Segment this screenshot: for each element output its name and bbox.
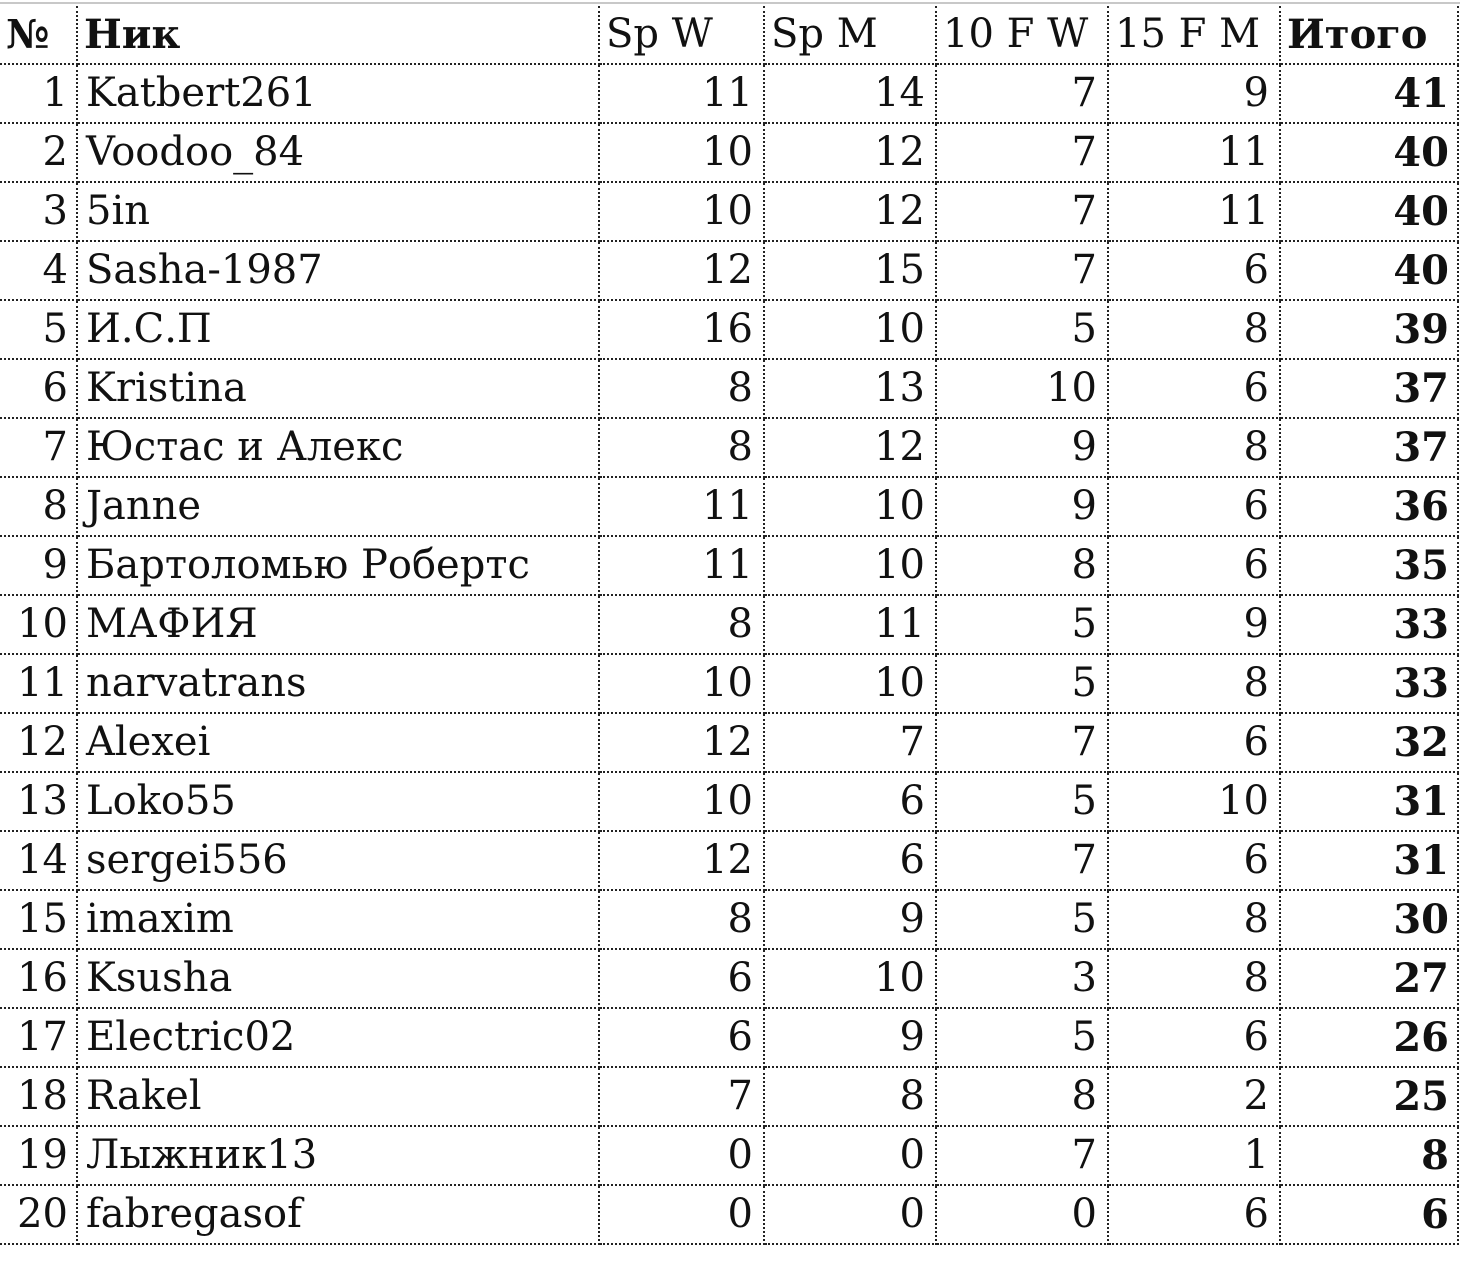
cell-total: 33	[1280, 595, 1458, 654]
cell-number: 18	[0, 1067, 77, 1126]
cell-sp-w: 10	[599, 772, 764, 831]
cell-sp-m: 10	[764, 654, 936, 713]
cell-number: 20	[0, 1185, 77, 1244]
table-row	[0, 123, 1458, 182]
table-row	[0, 64, 1458, 123]
cell-sp-w: 8	[599, 890, 764, 949]
table-row	[0, 1008, 1458, 1067]
cell-nick: Лыжник13	[77, 1126, 599, 1185]
cell-number: 19	[0, 1126, 77, 1185]
cell-number: 7	[0, 418, 77, 477]
cell-nick: fabregasof	[77, 1185, 599, 1244]
cell-number: 13	[0, 772, 77, 831]
cell-15-f-m: 9	[1108, 64, 1280, 123]
cell-sp-m: 9	[764, 890, 936, 949]
table-row	[0, 359, 1458, 418]
cell-number: 8	[0, 477, 77, 536]
cell-sp-w: 6	[599, 1008, 764, 1067]
cell-nick: Бартоломью Робертс	[77, 536, 599, 595]
cell-10-f-w: 0	[936, 1185, 1108, 1244]
cell-10-f-w: 9	[936, 477, 1108, 536]
cell-10-f-w: 3	[936, 949, 1108, 1008]
cell-sp-m: 6	[764, 772, 936, 831]
header-10-f-w: 10 F W	[936, 6, 1108, 64]
cell-15-f-m: 6	[1108, 1185, 1280, 1244]
standings-body	[0, 64, 1458, 1244]
cell-sp-w: 11	[599, 477, 764, 536]
cell-nick: narvatrans	[77, 654, 599, 713]
table-row	[0, 418, 1458, 477]
cell-10-f-w: 5	[936, 890, 1108, 949]
cell-sp-m: 0	[764, 1126, 936, 1185]
table-row	[0, 1126, 1458, 1185]
cell-total: 40	[1280, 241, 1458, 300]
header-sp-m: Sp M	[764, 6, 936, 64]
cell-sp-w: 12	[599, 713, 764, 772]
cell-number: 5	[0, 300, 77, 359]
cell-15-f-m: 6	[1108, 359, 1280, 418]
cell-sp-w: 8	[599, 595, 764, 654]
cell-sp-w: 11	[599, 536, 764, 595]
cell-nick: Katbert261	[77, 64, 599, 123]
cell-sp-w: 11	[599, 64, 764, 123]
cell-total: 33	[1280, 654, 1458, 713]
cell-nick: Юстас и Алекс	[77, 418, 599, 477]
cell-nick: Sasha-1987	[77, 241, 599, 300]
cell-15-f-m: 8	[1108, 654, 1280, 713]
table-row	[0, 182, 1458, 241]
cell-nick: Voodoo_84	[77, 123, 599, 182]
cell-sp-m: 12	[764, 123, 936, 182]
cell-total: 6	[1280, 1185, 1458, 1244]
table-row	[0, 713, 1458, 772]
cell-nick: 5in	[77, 182, 599, 241]
cell-nick: Electric02	[77, 1008, 599, 1067]
cell-sp-m: 7	[764, 713, 936, 772]
header-number: №	[0, 6, 77, 64]
cell-number: 17	[0, 1008, 77, 1067]
cell-total: 41	[1280, 64, 1458, 123]
cell-sp-w: 16	[599, 300, 764, 359]
cell-10-f-w: 10	[936, 359, 1108, 418]
cell-number: 4	[0, 241, 77, 300]
cell-number: 14	[0, 831, 77, 890]
cell-sp-w: 8	[599, 359, 764, 418]
cell-10-f-w: 7	[936, 123, 1108, 182]
cell-total: 30	[1280, 890, 1458, 949]
cell-nick: imaxim	[77, 890, 599, 949]
table-row	[0, 890, 1458, 949]
cell-total: 37	[1280, 418, 1458, 477]
cell-nick: Loko55	[77, 772, 599, 831]
cell-nick: МАФИЯ	[77, 595, 599, 654]
cell-sp-w: 8	[599, 418, 764, 477]
header-15-f-m: 15 F M	[1108, 6, 1280, 64]
cell-10-f-w: 5	[936, 595, 1108, 654]
table-row	[0, 536, 1458, 595]
cell-total: 31	[1280, 772, 1458, 831]
cell-number: 15	[0, 890, 77, 949]
cell-15-f-m: 8	[1108, 949, 1280, 1008]
header-total: Итого	[1280, 6, 1458, 64]
cell-15-f-m: 11	[1108, 123, 1280, 182]
table-row	[0, 241, 1458, 300]
cell-10-f-w: 8	[936, 1067, 1108, 1126]
cell-10-f-w: 8	[936, 536, 1108, 595]
cell-10-f-w: 9	[936, 418, 1108, 477]
cell-sp-m: 10	[764, 536, 936, 595]
cell-15-f-m: 1	[1108, 1126, 1280, 1185]
cell-10-f-w: 7	[936, 831, 1108, 890]
cell-sp-w: 0	[599, 1185, 764, 1244]
table-row	[0, 1067, 1458, 1126]
cell-sp-w: 0	[599, 1126, 764, 1185]
cell-sp-m: 12	[764, 418, 936, 477]
cell-nick: sergei556	[77, 831, 599, 890]
cell-15-f-m: 6	[1108, 831, 1280, 890]
cell-nick: И.С.П	[77, 300, 599, 359]
cell-sp-m: 10	[764, 477, 936, 536]
cell-sp-w: 10	[599, 654, 764, 713]
cell-sp-m: 6	[764, 831, 936, 890]
cell-10-f-w: 5	[936, 300, 1108, 359]
header-nick: Ник	[77, 6, 599, 64]
cell-number: 9	[0, 536, 77, 595]
cell-sp-m: 12	[764, 182, 936, 241]
cell-15-f-m: 6	[1108, 1008, 1280, 1067]
cell-sp-w: 12	[599, 241, 764, 300]
cell-sp-m: 10	[764, 949, 936, 1008]
cell-15-f-m: 8	[1108, 890, 1280, 949]
table-row	[0, 477, 1458, 536]
cell-number: 2	[0, 123, 77, 182]
cell-number: 6	[0, 359, 77, 418]
cell-nick: Ksusha	[77, 949, 599, 1008]
cell-number: 16	[0, 949, 77, 1008]
cell-sp-w: 10	[599, 123, 764, 182]
cell-total: 35	[1280, 536, 1458, 595]
cell-total: 25	[1280, 1067, 1458, 1126]
cell-10-f-w: 5	[936, 1008, 1108, 1067]
cell-sp-m: 11	[764, 595, 936, 654]
cell-sp-m: 14	[764, 64, 936, 123]
cell-sp-m: 9	[764, 1008, 936, 1067]
cell-sp-m: 15	[764, 241, 936, 300]
cell-10-f-w: 7	[936, 64, 1108, 123]
cell-15-f-m: 6	[1108, 536, 1280, 595]
cell-10-f-w: 7	[936, 241, 1108, 300]
cell-sp-w: 10	[599, 182, 764, 241]
table-row	[0, 595, 1458, 654]
cell-total: 26	[1280, 1008, 1458, 1067]
cell-total: 40	[1280, 123, 1458, 182]
header-row	[0, 6, 1458, 64]
table-row	[0, 654, 1458, 713]
cell-sp-w: 12	[599, 831, 764, 890]
cell-total: 32	[1280, 713, 1458, 772]
cell-sp-m: 13	[764, 359, 936, 418]
cell-15-f-m: 11	[1108, 182, 1280, 241]
cell-sp-w: 6	[599, 949, 764, 1008]
cell-10-f-w: 7	[936, 1126, 1108, 1185]
table-row	[0, 300, 1458, 359]
standings-table	[0, 6, 1459, 1245]
cell-total: 8	[1280, 1126, 1458, 1185]
cell-15-f-m: 6	[1108, 713, 1280, 772]
cell-sp-m: 8	[764, 1067, 936, 1126]
cell-number: 11	[0, 654, 77, 713]
header-sp-w: Sp W	[599, 6, 764, 64]
cell-number: 10	[0, 595, 77, 654]
cell-nick: Janne	[77, 477, 599, 536]
cell-10-f-w: 7	[936, 713, 1108, 772]
cell-nick: Rakel	[77, 1067, 599, 1126]
cell-15-f-m: 8	[1108, 300, 1280, 359]
table-row	[0, 831, 1458, 890]
cell-sp-m: 10	[764, 300, 936, 359]
cell-number: 12	[0, 713, 77, 772]
cell-total: 31	[1280, 831, 1458, 890]
cell-15-f-m: 10	[1108, 772, 1280, 831]
table-row	[0, 949, 1458, 1008]
cell-total: 37	[1280, 359, 1458, 418]
cell-15-f-m: 2	[1108, 1067, 1280, 1126]
top-border-rule	[0, 2, 1460, 4]
cell-nick: Alexei	[77, 713, 599, 772]
cell-15-f-m: 8	[1108, 418, 1280, 477]
standings-sheet	[0, 6, 1460, 1283]
cell-10-f-w: 7	[936, 182, 1108, 241]
cell-15-f-m: 6	[1108, 477, 1280, 536]
cell-total: 40	[1280, 182, 1458, 241]
cell-sp-w: 7	[599, 1067, 764, 1126]
cell-total: 39	[1280, 300, 1458, 359]
cell-nick: Kristina	[77, 359, 599, 418]
cell-10-f-w: 5	[936, 772, 1108, 831]
table-row	[0, 1185, 1458, 1244]
cell-10-f-w: 5	[936, 654, 1108, 713]
cell-total: 36	[1280, 477, 1458, 536]
cell-total: 27	[1280, 949, 1458, 1008]
cell-15-f-m: 9	[1108, 595, 1280, 654]
cell-15-f-m: 6	[1108, 241, 1280, 300]
cell-number: 3	[0, 182, 77, 241]
cell-sp-m: 0	[764, 1185, 936, 1244]
cell-number: 1	[0, 64, 77, 123]
table-row	[0, 772, 1458, 831]
